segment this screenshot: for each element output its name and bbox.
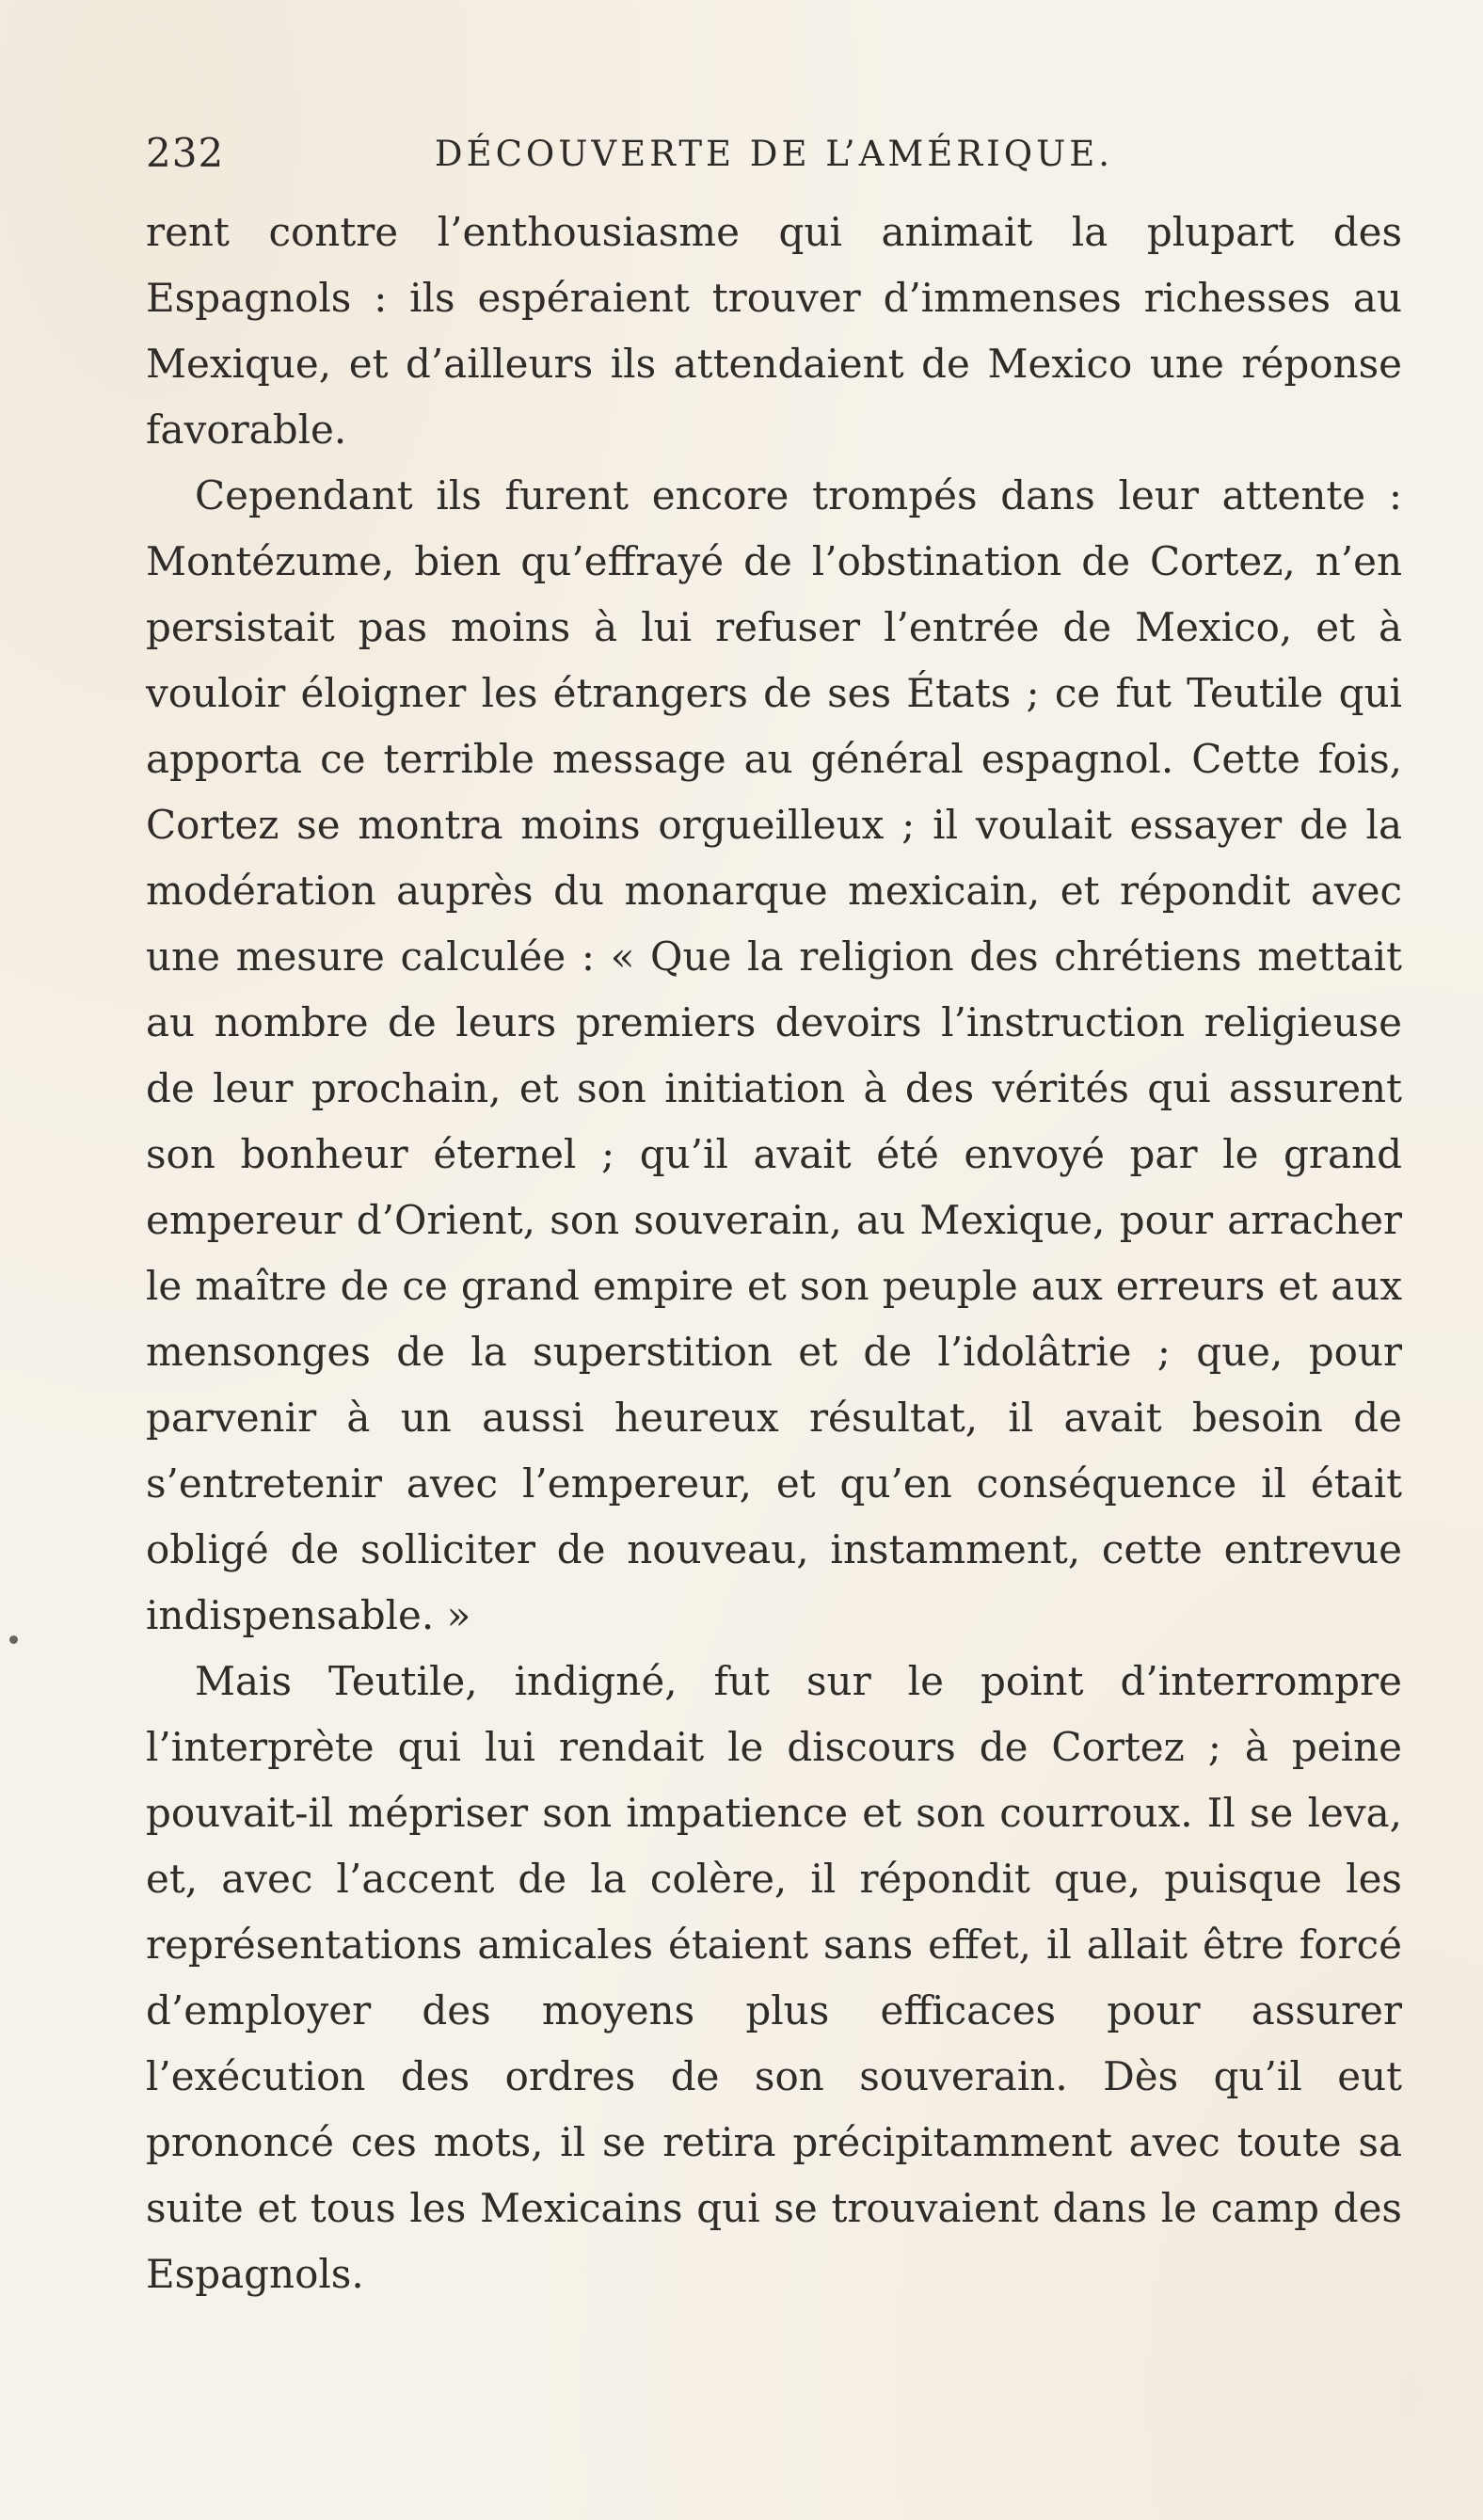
paragraph-3: Mais Teutile, indigné, fut sur le point d’interrompre l’interprète qui lui rendait le discours de Cortez ; à peine pouvait-il mépriser son impatience et son courroux. Il se leva, et, avec l’accent de la colère, il répondit que, puisque les représentations amicales étaient sans effet, il allait être forcé d’employer des moyens plus efficaces pour assurer l’exécution des ordres de son souverain. Dès qu’il eut prononcé ces mots, il se retira précipitamment avec toute sa suite et tous les Mexicains qui se trouvaient dans le camp des Espagnols. <box>146 1658 1402 2297</box>
body-text <box>146 199 1402 2307</box>
page-number: 232 <box>146 130 225 176</box>
paragraph-2: Cependant ils furent encore trompés dans leur attente : Montézume, bien qu’effrayé de l’obstination de Cortez, n’en persistait pas moins à lui refuser l’entrée de Mexico, et à vouloir éloigner les étrangers de ses États ; ce fut Teutile qui apporta ce terrible message au général espagnol. Cette fois, Cortez se montra moins orgueilleux ; il voulait essayer de la modération auprès du monarque mexicain, et répondit avec une mesure calculée : « Que la religion des chrétiens mettait au nombre de leurs premiers devoirs l’instruction religieuse de leur prochain, et son initiation à des vérités qui assurent son bonheur éternel ; qu’il avait été envoyé par le grand empereur d’Orient, son souverain, au Mexique, pour arracher le maître de ce grand empire et son peuple aux erreurs et aux mensonges de la superstition et de l’idolâtrie ; que, pour parvenir à un aussi heureux résultat, il avait besoin de s’entretenir avec l’empereur, et qu’en conséquence il était obligé de solliciter de nouveau, instamment, cette entrevue indispensable. » <box>146 472 1402 1638</box>
paragraph-1: rent contre l’enthousiasme qui animait la plupart des Espagnols : ils espéraient trouver d’immenses richesses au Mexique, et d’ailleurs ils attendaient de Mexico une réponse favorable. <box>146 209 1402 453</box>
ink-spot <box>9 1635 18 1644</box>
running-title: DÉCOUVERTE DE L’AMÉRIQUE. <box>434 134 1114 174</box>
page-header <box>146 130 1402 186</box>
